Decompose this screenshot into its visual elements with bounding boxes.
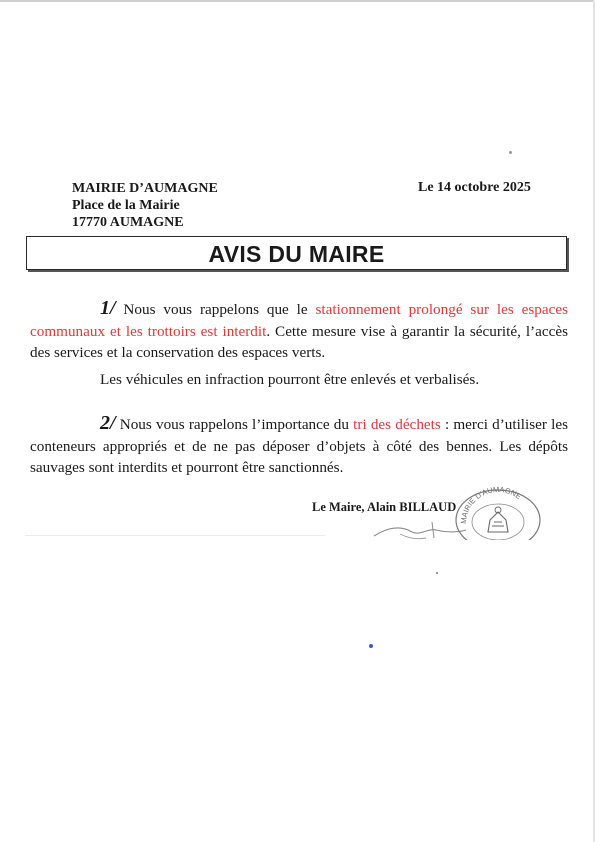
notice-2-highlight: tri des déchets xyxy=(353,416,441,433)
sender-city: 17770 AUMAGNE xyxy=(72,215,184,230)
notice-1-text-before: Nous vous rappelons que le xyxy=(115,301,316,318)
notice-2-text-before: Nous vous rappelons l’importance du xyxy=(115,416,354,433)
scan-speck xyxy=(509,151,512,154)
scan-artifact-rule xyxy=(25,535,325,536)
scan-edge-top xyxy=(0,0,595,2)
page-title: AVIS DU MAIRE xyxy=(208,241,385,267)
notice-1-text-after: . Cette mesure vise à garantir la sécurité, l’accès des services et la conservation des espaces verts. xyxy=(30,322,568,361)
notice-2-text-after: : merci d’utiliser les conteneurs appropriés et de ne pas déposer d’objets à côté des bennes. Les dépôts sauvages sont interdits et pourront être sanctionnés. xyxy=(30,416,568,476)
notice-1 xyxy=(30,298,568,364)
scan-speck xyxy=(436,572,438,574)
sender-street: Place de la Mairie xyxy=(72,198,180,213)
stamp-text: MAIRIE D'AUMAGNE xyxy=(458,484,524,525)
notice-1-number: 1/ xyxy=(100,297,116,319)
mairie-stamp xyxy=(450,480,544,540)
sender-name: MAIRIE D’AUMAGNE xyxy=(72,181,218,196)
letter-date: Le 14 octobre 2025 xyxy=(418,180,531,195)
scan-speck xyxy=(369,644,373,648)
sender-address xyxy=(72,180,218,231)
notice-2-number: 2/ xyxy=(100,412,116,434)
notice-1-consequence: Les véhicules en infraction pourront être enlevés et verbalisés. xyxy=(100,371,480,388)
notice-1-highlight: stationnement prolongé sur les espaces communaux et les trottoirs est interdit xyxy=(30,301,568,340)
title-box xyxy=(26,236,567,270)
notice-2 xyxy=(30,413,568,479)
signature-line: Le Maire, Alain BILLAUD xyxy=(312,500,457,514)
